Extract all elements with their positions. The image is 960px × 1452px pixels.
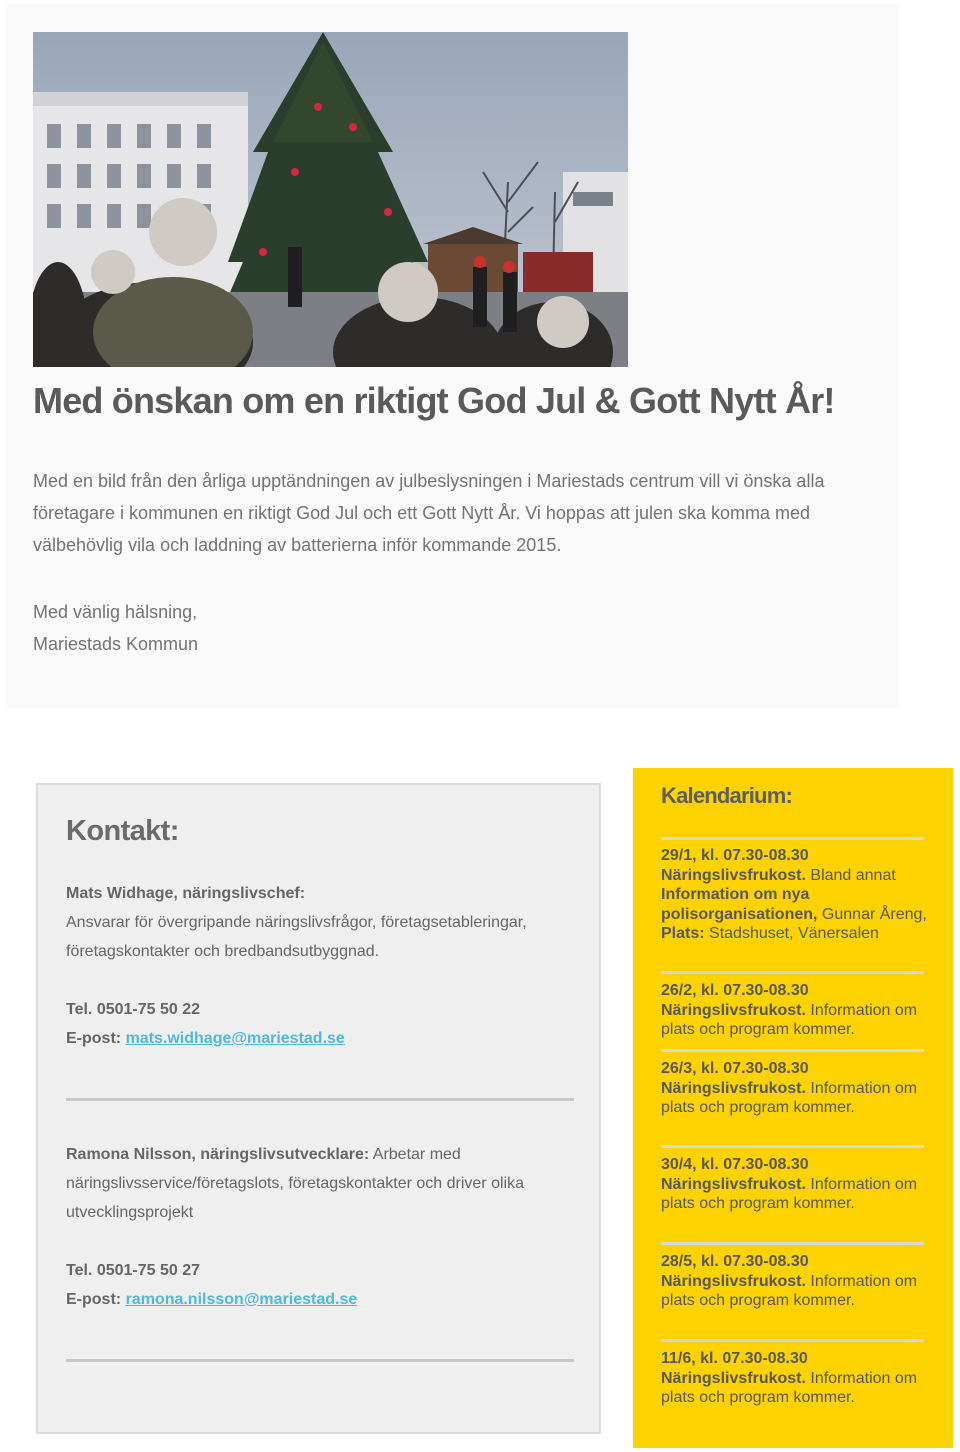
event-type: Näringslivsfrukost. [661,866,806,884]
calendar-event [661,1349,931,1408]
contact-person-2 [66,1140,566,1227]
calendar-event [661,846,931,944]
event-text: Information om plats och program kommer. [661,1272,918,1310]
calendar-event [661,1059,931,1118]
contact-person-2-details [66,1256,566,1314]
event-date: 26/2, kl. 07.30-08.30 [661,982,809,999]
contact-person-1-details [66,995,566,1053]
divider [66,1359,574,1362]
calendar-event [661,1155,931,1214]
event-type: Näringslivsfrukost. [661,1079,806,1097]
event-type: Näringslivsfrukost. [661,1369,806,1387]
contact-description: Ansvarar för övergripande näringslivsfrågor, företagsetableringar, företagskontakter och bredbandsutbyggnad. [66,914,527,960]
event-text: Bland annat [810,866,896,884]
greeting-line: Med vänlig hälsning, [33,602,198,622]
divider [661,971,924,974]
divider [661,1145,924,1148]
event-topic: Information om nya polisorganisationen, [661,886,818,923]
christmas-tree-photo [33,32,628,367]
contact-phone: Tel. 0501-75 50 27 [66,1262,201,1279]
event-date: 28/5, kl. 07.30-08.30 [661,1253,809,1270]
calendar-event [661,981,931,1040]
calendar-box [633,768,953,1448]
divider [661,1339,924,1342]
intro-paragraph: Med en bild från den årliga upptändningen av julbeslysningen i Mariestads centrum vill vi önska alla företagare i kommunen en riktigt God Jul och ett Gott Nytt År. Vi hoppas att julen ska komma med välbehövlig vila och laddning av batterierna inför kommande 2015. [33,471,825,555]
divider [66,1098,574,1101]
contact-name-role: Ramona Nilsson, näringslivsutvecklare: [66,1146,370,1163]
contact-description: Arbetar med näringslivsservice/företagslots, företagskontakter och driver olika utvecklingsprojekt [66,1146,524,1221]
contact-person-1 [66,879,566,966]
event-type: Näringslivsfrukost. [661,1272,806,1290]
event-type: Näringslivsfrukost. [661,1001,806,1019]
event-date: 30/4, kl. 07.30-08.30 [661,1156,809,1173]
contact-phone: Tel. 0501-75 50 22 [66,1001,201,1018]
event-type: Näringslivsfrukost. [661,1175,806,1193]
email-label: E-post: [66,1030,122,1047]
page-title: Med önskan om en riktigt God Jul & Gott Nytt År! [33,380,835,421]
event-text: Information om plats och program kommer. [661,1079,918,1117]
event-text: Information om plats och program kommer. [661,1369,918,1407]
contact-box [36,783,601,1434]
event-text: Information om plats och program kommer. [661,1001,918,1039]
event-text: Information om plats och program kommer. [661,1175,918,1213]
contact-name-role: Mats Widhage, näringslivschef: [66,885,306,902]
calendar-title: Kalendarium: [661,783,792,808]
calendar-event [661,1252,931,1311]
email-link[interactable]: mats.widhage@mariestad.se [125,1030,345,1047]
event-date: 11/6, kl. 07.30-08.30 [661,1350,808,1367]
email-label: E-post: [66,1291,122,1308]
event-date: 29/1, kl. 07.30-08.30 [661,847,809,864]
greeting [33,596,198,660]
event-place: Stadshuset, Vänersalen [709,925,879,943]
contact-title: Kontakt: [66,815,179,847]
divider [661,1049,924,1052]
event-place-label: Plats: [661,925,705,943]
event-date: 26/3, kl. 07.30-08.30 [661,1060,809,1077]
newsletter-intro-card [6,4,899,708]
email-link[interactable]: ramona.nilsson@mariestad.se [125,1291,358,1308]
event-speaker: Gunnar Åreng, [821,905,927,923]
sender-name: Mariestads Kommun [33,634,199,654]
divider [661,837,924,840]
divider [661,1242,924,1245]
